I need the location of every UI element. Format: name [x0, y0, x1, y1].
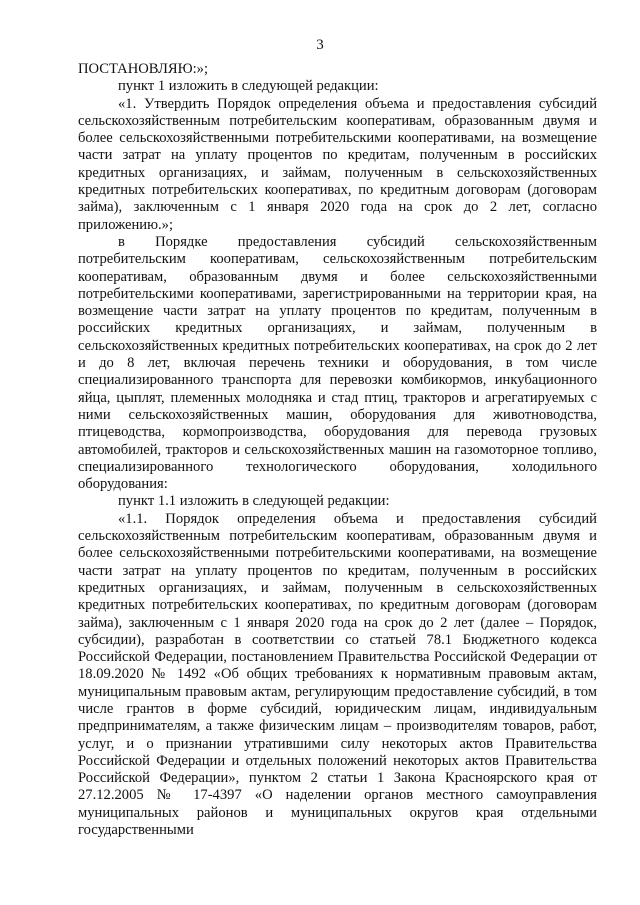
paragraph-item-1-1-text: «1.1. Порядок определения объема и предоставления субсидий сельскохозяйственным потребительским кооперативам, образованным двумя и более сельскохозяйственными потребительскими кооперативами, на возмещение части затрат на уплату процентов по кредитам, полученным в российских кредитных организациях, и займам, полученным в сельскохозяйственных кредитных потребительских кооперативах, по кредитным договорам (договорам займа), заключенным с 1 января 2020 года на срок до 2 лет (далее – Порядок, субсидии), разработан в соответствии со статьей 78.1 Бюджетного кодекса Российской Федерации, постановлением Правительства Российской Федерации от 18.09.2020 № 1492 «Об общих требованиях к нормативным правовым актам, муниципальным правовым актам, регулирующим предоставление субсидий, в том числе грантов в форме субсидий, юридическим лицам, индивидуальным предпринимателям, а также физическим лицам – производителям товаров, работ, услуг, и о признании утратившими силу некоторых актов Правительства Российской Федерации и отдельных положений некоторых актов Правительства Российской Федерации», пунктом 2 статьи 1 Закона Красноярского края от 27.12.2005 № 17-4397 «О наделении органов местного самоуправления муниципальных районов и муниципальных округов края отдельными государственными [78, 510, 597, 839]
document-body [78, 61, 597, 839]
paragraph-item-1-text: «1. Утвердить Порядок определения объема и предоставления субсидий сельскохозяйственным потребительским кооперативам, образованным двумя и более сельскохозяйственными потребительскими кооперативами, на возмещение части затрат на уплату процентов по кредитам, полученным в российских кредитных организациях, и займам, полученным в сельскохозяйственных кредитных потребительских кооперативах, по кредитным договорам (договорам займа), заключенным с 1 января 2020 года на срок до 2 лет, согласно приложению.»; [78, 95, 597, 233]
paragraph-item-1-intro: пункт 1 изложить в следующей редакции: [118, 78, 379, 95]
paragraph-procedure-intro: в Порядке предоставления субсидий сельскохозяйственным потребительским кооперативам, сельскохозяйственным потребительским кооперативам, образованным двумя и более сельскохозяйственными потребительскими кооперативами, зарегистрированными на территории края, на возмещение части затрат на уплату процентов по кредитам, полученным в российских кредитных организациях, и займам, полученным в сельскохозяйственных кредитных потребительских кооперативах, на срок до 2 лет и до 8 лет, включая перечень техники и оборудования, в том числе специализированного транспорта для перевозки комбикормов, инкубационного яйца, цыплят, племенных молодняка и стад птиц, тракторов и агрегатируемых с ними сельскохозяйственных машин, оборудования для животноводства, птицеводства, кормопроизводства, оборудования для перевода грузовых автомобилей, тракторов и сельскохозяйственных машин на газомоторное топливо, специализированного технологического оборудования, холодильного оборудования: [78, 233, 597, 493]
page-number: 3 [316, 37, 324, 53]
paragraph-decree: ПОСТАНОВЛЯЮ:»; [78, 61, 209, 77]
paragraph-item-1-1-intro: пункт 1.1 изложить в следующей редакции: [118, 493, 390, 510]
